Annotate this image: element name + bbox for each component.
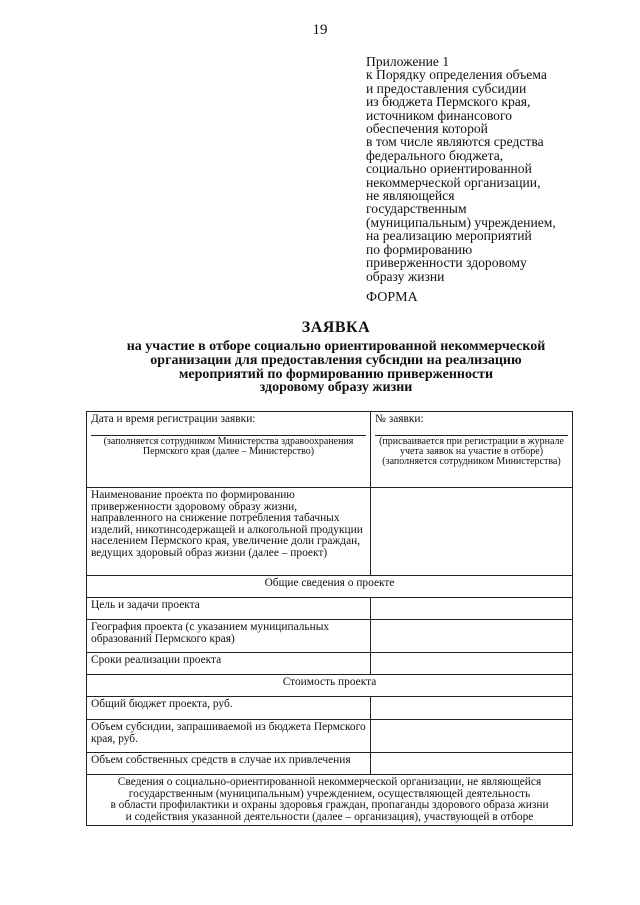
goals-label: Цель и задачи проекта <box>87 598 371 620</box>
timeline-value[interactable] <box>371 653 573 675</box>
table-row <box>87 653 573 675</box>
appendix-line: и предоставления субсидии <box>366 80 527 96</box>
appendix-line: образу жизни <box>366 268 445 284</box>
appendix-line: (муниципальным) учреждением, <box>366 214 556 230</box>
table-row <box>87 488 573 576</box>
table-row <box>87 675 573 697</box>
appendix-line: приверженности здоровому <box>366 255 527 271</box>
subtitle-line: мероприятий по формированию приверженности <box>178 366 494 382</box>
reg-date-note: (заполняется сотрудником Министерства здравоохранения Пермского края (далее – Министерство) <box>91 435 366 458</box>
geography-label: География проекта (с указанием муниципальных образований Пермского края) <box>87 620 371 653</box>
org-info-header <box>87 775 573 826</box>
app-number-label: № заявки: <box>375 413 424 425</box>
application-form-table <box>86 411 573 826</box>
own-funds-label: Объем собственных средств в случае их привлечения <box>87 753 371 775</box>
table-row <box>87 412 573 488</box>
org-info-line: в области профилактики и охраны здоровья граждан, пропаганды здорового образа жизни <box>110 799 549 812</box>
reg-date-label: Дата и время регистрации заявки: <box>91 413 256 425</box>
project-name-label: Наименование проекта по формированию приверженности здоровому образу жизни, направленного на снижение потребления табачных изделий, никотинсодержащей и алкогольной продукции населением Пермского края, увеличение доли граждан, ведущих здоровый образ жизни (далее – проект) <box>87 488 371 576</box>
document-subtitle <box>0 340 640 395</box>
subtitle-line: организации для предоставления субсидии на реализацию <box>150 352 522 368</box>
subtitle-line: здоровому образу жизни <box>259 380 413 396</box>
appendix-line: в том числе являются средства <box>366 134 544 150</box>
goals-value[interactable] <box>371 598 573 620</box>
org-info-line: и содействия указанной деятельности (далее – организация), участвующей в отборе <box>125 810 534 823</box>
cost-section-header: Стоимость проекта <box>87 675 573 697</box>
form-label: ФОРМА <box>366 290 418 305</box>
subtitle-line: на участие в отборе социально ориентированной некоммерческой <box>126 339 546 354</box>
appendix-line: социально ориентированной <box>366 161 532 177</box>
appendix-line: к Порядку определения объема <box>366 67 547 83</box>
budget-value[interactable] <box>371 697 573 720</box>
subsidy-label: Объем субсидии, запрашиваемой из бюджета Пермского края, руб. <box>87 720 371 753</box>
appendix-line: обеспечения которой <box>366 121 488 137</box>
appendix-block <box>366 55 616 283</box>
appendix-line: некоммерческой организации, <box>366 174 541 190</box>
appendix-line: Приложение 1 <box>366 54 450 69</box>
table-row <box>87 620 573 653</box>
table-row <box>87 697 573 720</box>
appendix-line: источником финансового <box>366 107 513 123</box>
app-number-cell[interactable] <box>371 412 573 488</box>
appendix-line: на реализацию мероприятий <box>366 228 532 244</box>
table-row <box>87 753 573 775</box>
budget-label: Общий бюджет проекта, руб. <box>87 697 371 720</box>
appendix-line: по формированию <box>366 241 473 257</box>
app-number-note: (присваивается при регистрации в журнале учета заявок на участие в отборе) (заполняется сотрудником Министерства) <box>375 435 568 468</box>
table-row <box>87 598 573 620</box>
org-info-line: Сведения о социально-ориентированной некоммерческой организации, не являющейся <box>117 776 542 788</box>
table-row <box>87 720 573 753</box>
table-row <box>87 775 573 826</box>
subsidy-value[interactable] <box>371 720 573 753</box>
org-info-line: государственным (муниципальным) учреждением, осуществляющей деятельность <box>128 787 531 800</box>
document-title: ЗАЯВКА <box>301 319 371 336</box>
appendix-line: федерального бюджета, <box>366 147 504 163</box>
reg-date-cell[interactable] <box>87 412 371 488</box>
appendix-line: государственным <box>366 201 467 217</box>
general-section-header: Общие сведения о проекте <box>87 576 573 598</box>
page-number: 19 <box>312 22 328 38</box>
project-name-value[interactable] <box>371 488 573 576</box>
own-funds-value[interactable] <box>371 753 573 775</box>
appendix-line: не являющейся <box>366 188 455 204</box>
table-row <box>87 576 573 598</box>
timeline-label: Сроки реализации проекта <box>87 653 371 675</box>
appendix-line: из бюджета Пермского края, <box>366 94 531 110</box>
geography-value[interactable] <box>371 620 573 653</box>
